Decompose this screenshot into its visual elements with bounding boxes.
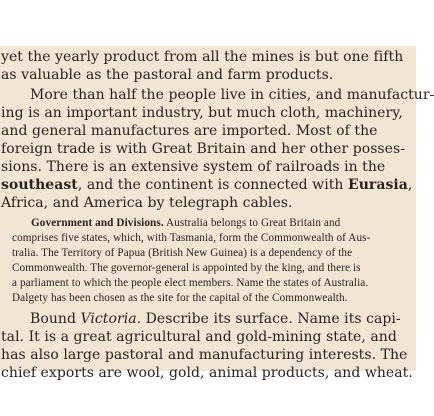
victoria-line-1-rest: . Describe its surface. Name its capi- [136,311,401,327]
government-line-3: tralia. The Territory of Papua (British New Guinea) is a dependency of the [12,247,353,259]
eurasia-term: Eurasia [347,177,408,193]
line-6-comma: , [407,177,413,193]
victoria-line-3: has also large pastoral and manufacturing interests. The [1,347,408,363]
paragraph-2-line-5: sions. There is an extensive system of railroads in the [1,159,386,175]
government-line-6: Dalgety has been chosen as the site for the capital of the Commonwealth. [12,292,348,304]
government-line-4: Commonwealth. The governor-general is appointed by the king, and there is [12,262,361,274]
line-6-middle-text: , and the continent is connected with [77,177,348,193]
paragraph-2-line-7: Africa, and America by telegraph cables. [1,195,293,211]
bound-text: Bound [30,311,81,327]
paragraph-1-line-1: yet the yearly product from all the mines is but one fifth [1,49,404,65]
government-line-5: a parliament to which the people elect members. Name the states of Australia. [12,277,369,289]
government-line-1 [31,216,340,231]
victoria-line-2: tal. It is a great agricultural and gold-mining state, and [1,329,397,345]
victoria-line-4: chief exports are wool, gold, animal products, and wheat. [1,365,413,381]
government-line-1-rest: Australia belongs to Great Britain and [163,217,341,229]
victoria-line-1 [30,310,401,328]
paragraph-2-line-2: ing is an important industry, but much cloth, machinery, [1,105,403,121]
scanned-textbook-page [0,46,434,381]
paragraph-2-line-6 [1,176,412,194]
government-heading: Government and Divisions. [31,217,164,229]
paragraph-2-line-3: and general manufactures are imported. Most of the [1,123,378,139]
paragraph-2-line-4: foreign trade is with Great Britain and her other posses- [1,141,406,157]
paragraph-2-line-1: More than half the people live in cities, and manufactur- [30,87,434,103]
paragraph-1-line-2: as valuable as the pastoral and farm products. [1,67,334,83]
victoria-term: Victoria [80,311,137,327]
southeast-term: southeast [1,177,78,193]
government-line-2: comprises five states, which, with Tasmania, form the Commonwealth of Aus- [12,232,371,244]
